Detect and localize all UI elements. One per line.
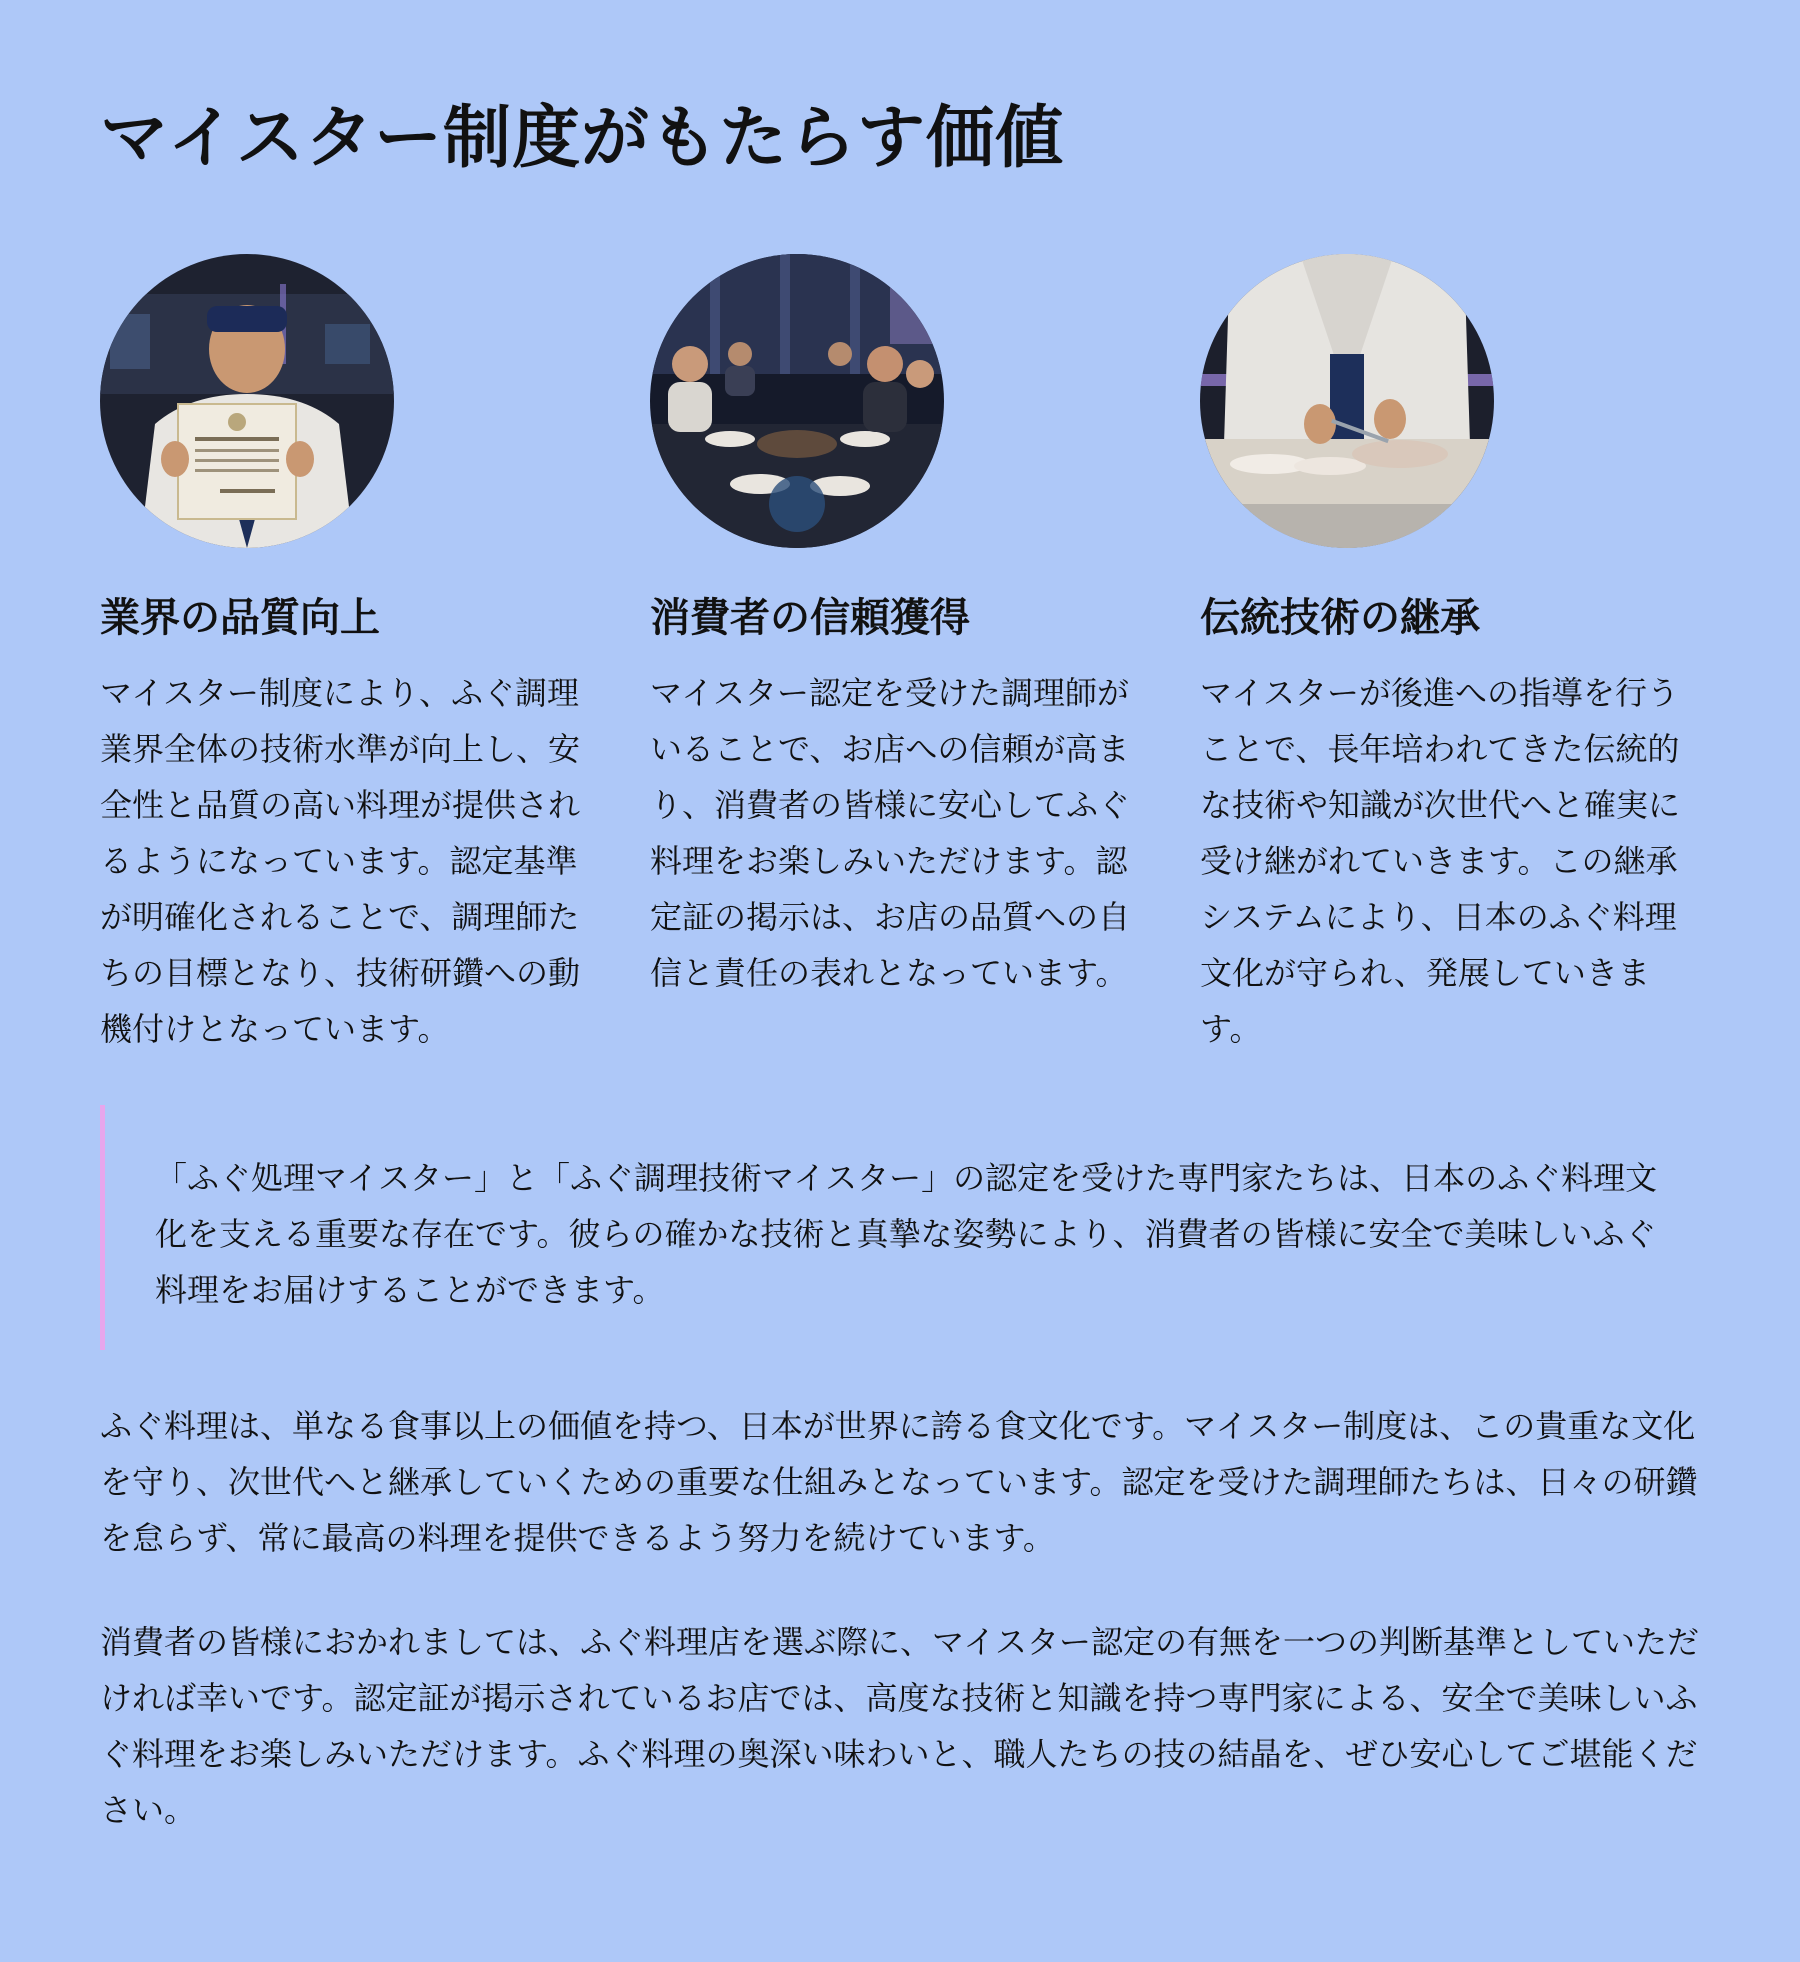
feature-text: マイスターが後進への指導を行うことで、長年培われてきた伝統的な技術や知識が次世代へと確実に受け継がれていきます。この継承システムにより、日本のふぐ料理文化が守られ、発展していきます。 <box>1200 674 1681 1048</box>
feature-card-trust <box>650 254 1150 1057</box>
feature-title: 消費者の信頼獲得 <box>650 595 970 641</box>
section-title: マイスター制度がもたらす価値 <box>100 99 1064 178</box>
feature-text: マイスター制度により、ふぐ調理業界全体の技術水準が向上し、安全性と品質の高い料理が提供されるようになっています。認定基準が明確化されることで、調理師たちの目標となり、技術研鑽への動機付けとなっています。 <box>100 674 581 1048</box>
diners-illustration <box>650 254 944 548</box>
paragraph-consumers: 消費者の皆様におかれましては、ふぐ料理店を選ぶ際に、マイスター認定の有無を一つの判断基準としていただければ幸いです。認定証が掲示されているお店では、高度な技術と知識を持つ専門家による、安全で美味しいふぐ料理をお楽しみいただけます。ふぐ料理の奥深い味わいと、職人たちの技の結晶を、ぜひ安心してご堪能ください。 <box>100 1623 1700 1829</box>
feature-card-tradition <box>1200 254 1700 1057</box>
feature-title: 業界の品質向上 <box>100 595 380 641</box>
feature-text: マイスター認定を受けた調理師がいることで、お店への信頼が高まり、消費者の皆様に安心してふぐ料理をお楽しみいただけます。認定証の掲示は、お店の品質への自信と責任の表れとなっています。 <box>650 674 1131 992</box>
feature-image-chef-preparing <box>1200 254 1494 548</box>
feature-image-chef-certificate <box>100 254 394 548</box>
feature-image-diners <box>650 254 944 548</box>
quote-text: 「ふぐ処理マイスター」と「ふぐ調理技術マイスター」の認定を受けた専門家たちは、日本のふぐ料理文化を支える重要な存在です。彼らの確かな技術と真摯な姿勢により、消費者の皆様に安全で美味しいふぐ料理をお届けすることができます。 <box>155 1159 1658 1309</box>
feature-card-quality <box>100 254 600 1057</box>
chef-certificate-illustration <box>100 254 394 548</box>
feature-title: 伝統技術の継承 <box>1200 595 1480 641</box>
paragraph-culture: ふぐ料理は、単なる食事以上の価値を持つ、日本が世界に誇る食文化です。マイスター制度は、この貴重な文化を守り、次世代へと継承していくための重要な仕組みとなっています。認定を受けた調理師たちは、日々の研鑽を怠らず、常に最高の料理を提供できるよう努力を続けています。 <box>100 1407 1698 1557</box>
quote-block <box>100 1105 1700 1350</box>
chef-preparing-illustration <box>1200 254 1494 548</box>
features-row <box>100 254 1700 1057</box>
